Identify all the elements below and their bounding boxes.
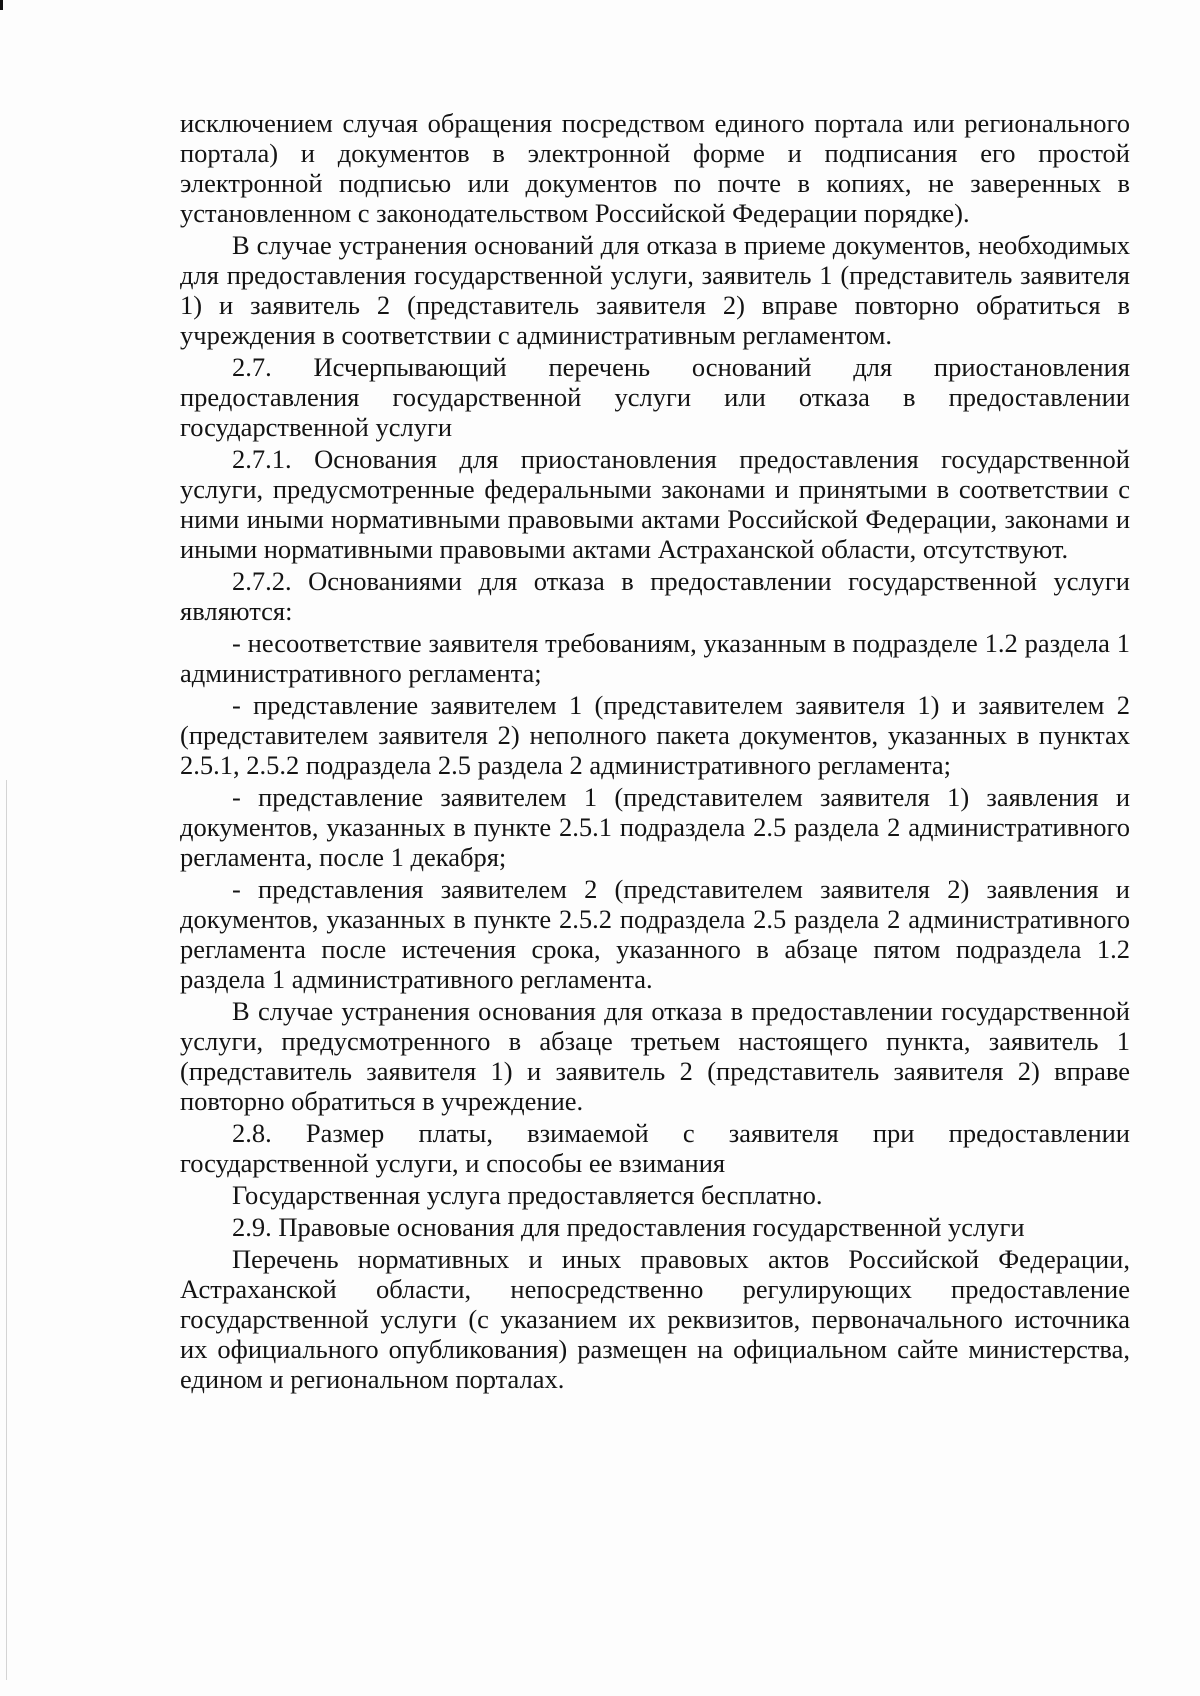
paragraph-document-rejection-remedy: В случае устранения оснований для отказа в приеме документов, необходимых для предоставления государственной услуги, заявитель 1 (представитель заявителя 1) и заявитель 2 (представитель заявителя 2) вправе повторно обратиться в учреждения в соответствии с административным регламентом. <box>180 230 1130 350</box>
document-body <box>180 108 1130 1396</box>
list-item-incomplete-package: - представление заявителем 1 (представителем заявителя 1) и заявителем 2 (представителем заявителя 2) неполного пакета документов, указанных в пунктах 2.5.1, 2.5.2 подраздела 2.5 раздела 2 административного регламента; <box>180 690 1130 780</box>
scan-corner-mark <box>0 0 3 10</box>
paragraph-2-7-2: 2.7.2. Основаниями для отказа в предоставлении государственной услуги являются: <box>180 566 1130 626</box>
list-item-applicant1-late: - представление заявителем 1 (представителем заявителя 1) заявления и документов, указанных в пункте 2.5.1 подраздела 2.5 раздела 2 административного регламента, после 1 декабря; <box>180 782 1130 872</box>
heading-2-9: 2.9. Правовые основания для предоставления государственной услуги <box>232 1212 1025 1242</box>
paragraph-free-of-charge: Государственная услуга предоставляется бесплатно. <box>232 1180 823 1210</box>
list-item-applicant-mismatch: - несоответствие заявителя требованиям, указанным в подразделе 1.2 раздела 1 административного регламента; <box>180 628 1130 688</box>
list-item-applicant2-late: - представления заявителем 2 (представителем заявителя 2) заявления и документов, указанных в пункте 2.5.2 подраздела 2.5 раздела 2 административного регламента после истечения срока, указанного в абзаце пятом подраздела 1.2 раздела 1 административного регламента. <box>180 874 1130 994</box>
heading-2-8: 2.8. Размер платы, взимаемой с заявителя при предоставлении государственной услуги, и способы ее взимания <box>180 1118 1130 1178</box>
scan-edge-line <box>6 780 7 1680</box>
paragraph-legal-acts-list: Перечень нормативных и иных правовых актов Российской Федерации, Астраханской области, непосредственно регулирующих предоставление государственной услуги (с указанием их реквизитов, первоначального источника их официального опубликования) размещен на официальном сайте министерства, едином и региональном порталах. <box>180 1244 1130 1394</box>
paragraph-continuation: исключением случая обращения посредством единого портала или регионального портала) и документов в электронной форме и подписания его простой электронной подписью или документов по почте в копиях, не заверенных в установленном с законодательством Российской Федерации порядке). <box>180 108 1130 228</box>
paragraph-2-7-1: 2.7.1. Основания для приостановления предоставления государственной услуги, предусмотренные федеральными законами и принятыми в соответствии с ними иными нормативными правовыми актами Российской Федерации, законами и иными нормативными правовыми актами Астраханской области, отсутствуют. <box>180 444 1130 564</box>
paragraph-refusal-remedy: В случае устранения основания для отказа в предоставлении государственной услуги, предусмотренного в абзаце третьем настоящего пункта, заявитель 1 (представитель заявителя 1) и заявитель 2 (представитель заявителя 2) вправе повторно обратиться в учреждение. <box>180 996 1130 1116</box>
heading-2-7: 2.7. Исчерпывающий перечень оснований для приостановления предоставления государственной услуги или отказа в предоставлении государственной услуги <box>180 352 1130 442</box>
